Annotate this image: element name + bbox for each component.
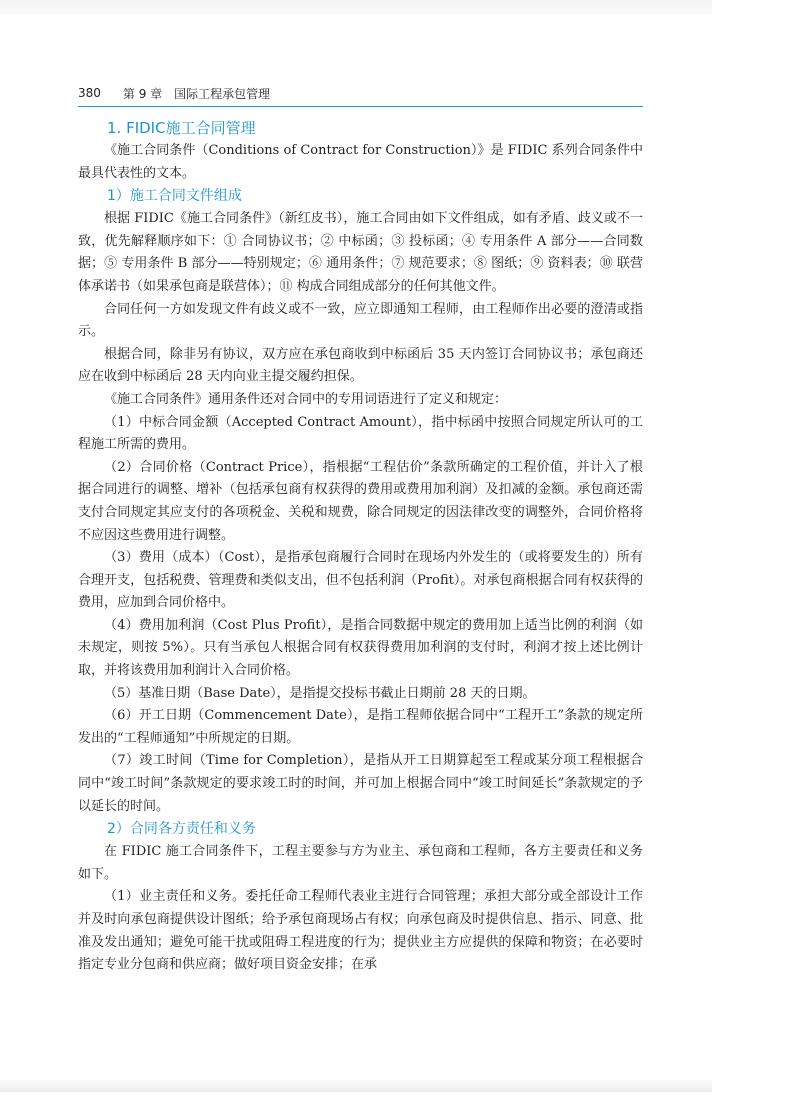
scan-edge-top bbox=[0, 0, 712, 14]
definition-time-for-completion: （7）竣工时间（Time for Completion），是指从开工日期算起至工程或某分项工程根据合同中“竣工时间”条款规定的要求竣工时的时间，并可加上根据合同中“竣工时间延长”条款规定的予以延长的时间。 bbox=[78, 753, 643, 814]
section-heading: 1. FIDIC施工合同管理 bbox=[107, 119, 256, 137]
subsection-heading-responsibilities: 2）合同各方责任和义务 bbox=[107, 821, 256, 838]
definition-accepted-amount: （1）中标合同金额（Accepted Contract Amount），指中标函中按照合同规定所认可的工程施工所需的费用。 bbox=[78, 414, 643, 453]
paragraph-agreement-timing: 根据合同，除非另有协议，双方应在承包商收到中标函后 35 天内签订合同协议书；承包商还应在收到中标函后 28 天内向业主提交履约担保。 bbox=[78, 346, 643, 385]
scan-edge-bottom bbox=[0, 1080, 712, 1092]
definition-cost: （3）费用（成本）（Cost），是指承包商履行合同时在现场内外发生的（或将要发生的）所有合理开支，包括税费、管理费和类似支出，但不包括利润（Profit）。对承包商根据合同有权获得的费用，应加到合同价格中。 bbox=[78, 550, 643, 611]
subsection-heading-documents: 1）施工合同文件组成 bbox=[107, 188, 242, 205]
paragraph-parties-intro: 在 FIDIC 施工合同条件下，工程主要参与方为业主、承包商和工程师，各方主要责任和义务如下。 bbox=[78, 844, 643, 882]
definition-commencement-date: （6）开工日期（Commencement Date），是指工程师依据合同中“工程开工”条款的规定所发出的“工程师通知”中所规定的日期。 bbox=[78, 708, 643, 746]
page-body bbox=[78, 116, 643, 977]
paragraph-ambiguity: 合同任何一方如发现文件有歧义或不一致，应立即通知工程师，由工程师作出必要的澄清或指示。 bbox=[78, 301, 643, 340]
paragraph-employer-duties: （1）业主责任和义务。委托任命工程师代表业主进行合同管理；承担大部分或全部设计工作并及时向承包商提供设计图纸；给予承包商现场占有权；向承包商及时提供信息、指示、同意、批准及发出通知；避免可能干扰或阻碍工程进度的行为；提供业主方应提供的保障和物资；在必要时指定专业分包商和供应商；做好项目资金安排；在承 bbox=[78, 889, 643, 973]
definition-base-date: （5）基准日期（Base Date），是指提交投标书截止日期前 28 天的日期。 bbox=[104, 685, 536, 701]
paragraph-definitions-intro: 《施工合同条件》通用条件还对合同中的专用词语进行了定义和规定： bbox=[104, 391, 508, 407]
chapter-title: 国际工程承包管理 bbox=[174, 86, 271, 101]
paragraph-document-order: 根据 FIDIC《施工合同条件》（新红皮书），施工合同由如下文件组成，如有矛盾、歧义或不一致，优先解释顺序如下：① 合同协议书；② 中标函；③ 投标函；④ 专用条件 A 部分——合同数据；⑤ 专用条件 B 部分——特别规定；⑥ 通用条件；⑦ 规范要求；⑧ 图纸；⑨ 资料表；⑩ 联营体承诺书（如果承包商是联营体）；⑪ 构成合同组成部分的任何其他文件。 bbox=[78, 211, 643, 294]
chapter-label: 第 9 章 bbox=[122, 86, 163, 101]
running-header bbox=[78, 82, 643, 104]
header-rule bbox=[78, 106, 643, 107]
page-number: 380 bbox=[78, 86, 101, 100]
definition-cost-plus-profit: （4）费用加利润（Cost Plus Profit），是指合同数据中规定的费用加上适当比例的利润（如未规定，则按 5%）。只有当承包人根据合同有权获得费用加利润的支付时，利润才按上述比例计取，并将该费用加利润计入合同价格。 bbox=[78, 617, 643, 679]
definition-contract-price: （2）合同价格（Contract Price），指根据“工程估价”条款所确定的工程价值，并计入了根据合同进行的调整、增补（包括承包商有权获得的费用或费用加利润）及扣减的金额。承包商还需支付合同规定其应支付的各项税金、关税和规费，除合同规定的因法律改变的调整外，合同价格将不应因这些费用进行调整。 bbox=[78, 459, 643, 543]
intro-paragraph: 《施工合同条件（Conditions of Contract for Construction）》是 FIDIC 系列合同条件中最具代表性的文本。 bbox=[78, 143, 643, 181]
